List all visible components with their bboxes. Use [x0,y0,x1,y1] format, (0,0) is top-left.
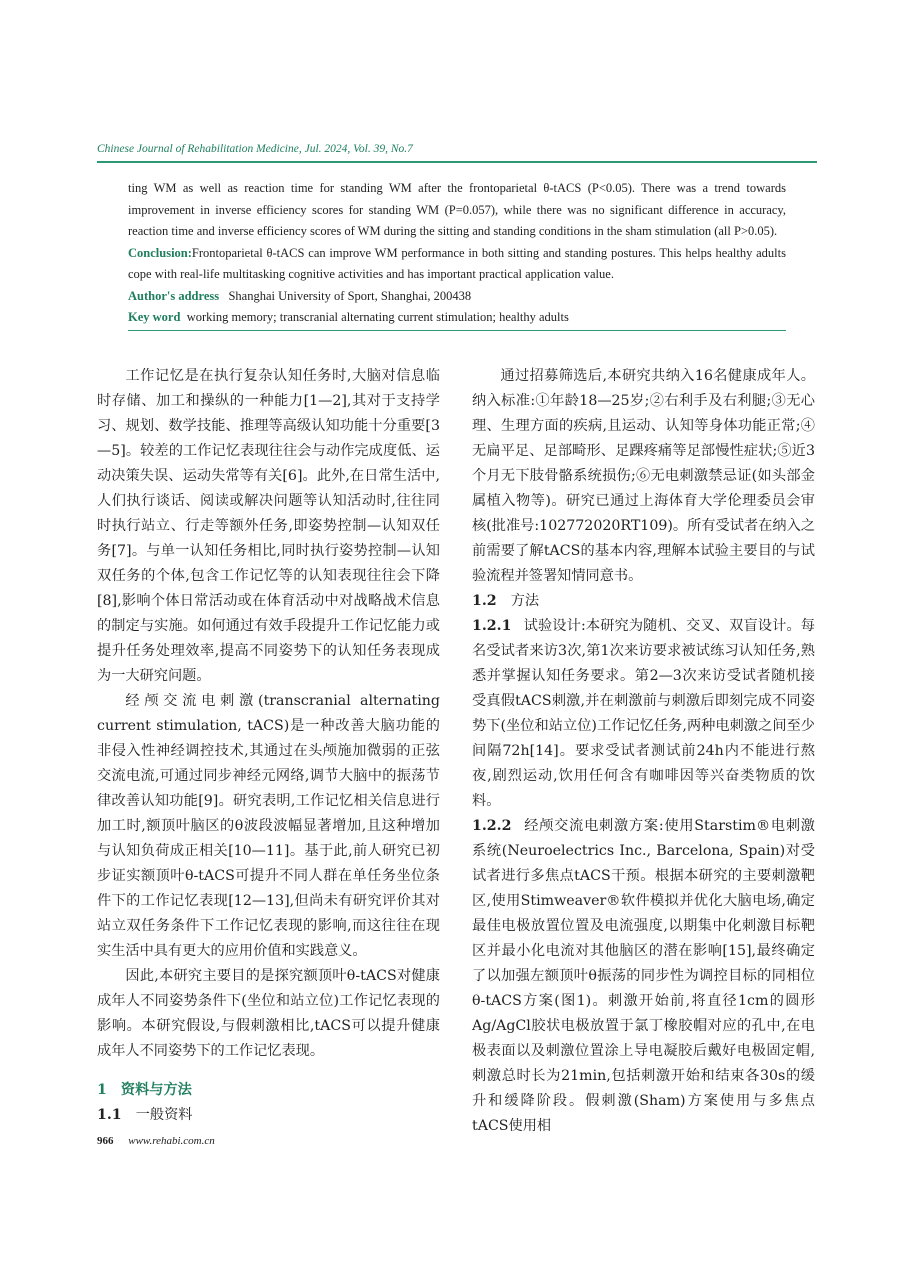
journal-issue: Jul. 2024, Vol. 39, No.7 [304,143,413,155]
section-1-2-title: 方法 [510,593,540,609]
section-1-2-2-text: 经颅交流电刺激方案:使用Starstim®电刺激系统(Neuroelectrics Inc., Barcelona, Spain)对受试者进行多焦点tACS干预。根据本研究的主要刺激靶区,使用Stimweaver®软件模拟并优化大脑电场,确定最佳电极放置位置及电流强度,以期集中化刺激目标靶区并最小化电流对其他脑区的潜在影响[15],最终确定了以加强左额顶叶θ振荡的同步性为调控目标的同相位θ-tACS方案(图1)。刺激开始前,将直径1cm的圆形Ag/AgCl胶状电极放置于氯丁橡胶帽对应的孔中,在电极表面以及刺激位置涂上导电凝胶后戴好电极固定帽,刺激总时长为21min,包括刺激开始和结束各30s的缓升和缓降阶段。假刺激(Sham)方案使用与多焦点tACS使用相 [472,818,815,1134]
page-number: 966 [97,1135,114,1147]
section-1-2-2 [472,814,815,1139]
section-1-2-number: 1.2 [472,593,497,609]
section-1-2-1 [472,614,815,814]
keyword-label: Key word [128,310,181,324]
section-1-1-number: 1.1 [97,1107,122,1123]
section-1-1-heading [97,1103,440,1128]
section-1-title: 资料与方法 [120,1082,192,1098]
header-rule [97,161,817,163]
journal-website: www.rehabi.com.cn [128,1135,215,1147]
section-1-heading [97,1078,440,1103]
section-1-2-1-number: 1.2.1 [472,618,512,634]
intro-paragraph-3: 因此,本研究主要目的是探究额顶叶θ-tACS对健康成年人不同姿势条件下(坐位和站立位)工作记忆表现的影响。本研究假设,与假刺激相比,tACS可以提升健康成年人不同姿势下的工作记忆表现。 [97,968,440,1059]
section-1-2-1-text: 试验设计:本研究为随机、交叉、双盲设计。每名受试者来访3次,第1次来访要求被试练习认知任务,熟悉并掌握认知任务要求。第2—3次来访受试者随机接受真假tACS刺激,并在刺激前与刺激后即刻完成不同姿势下(坐位和站立位)工作记忆任务,两种电刺激之间至少间隔72h[14]。要求受试者测试前24h内不能进行熬夜,剧烈运动,饮用任何含有咖啡因等兴奋类物质的饮料。 [472,618,815,809]
keyword-text: working memory; transcranial alternating current stimulation; healthy adults [186,310,569,324]
abstract-keywords [128,307,786,331]
section-1-1-title: 一般资料 [135,1107,193,1123]
intro-paragraph-1: 工作记忆是在执行复杂认知任务时,大脑对信息临时存储、加工和操纵的一种能力[1—2],其对于支持学习、规划、数学技能、推理等高级认知功能十分重要[3—5]。较差的工作记忆表现往往会与动作完成度低、运动决策失误、运动失常等有关[6]。此外,在日常生活中,人们执行谈话、阅读或解决问题等认知活动时,往往同时执行站立、行走等额外任务,即姿势控制—认知双任务[7]。与单一认知任务相比,同时执行姿势控制—认知双任务的个体,包含工作记忆等的认知表现往往会下降[8],影响个体日常活动或在体育活动中对战略战术信息的制定与实施。如何通过有效手段提升工作记忆能力或提升任务处理效率,提高不同姿势下的认知任务表现成为一大研究问题。 [97,368,440,684]
journal-name: Chinese Journal of Rehabilitation Medicine, [97,143,302,155]
conclusion-text: Frontoparietal θ-tACS can improve WM performance in both sitting and standing postures. This helps healthy adults cope with real-life multitasking cognitive activities and has important practical application value. [128,245,786,281]
section-1-2-heading [472,589,815,614]
right-column [472,364,815,1139]
section-1-2-2-number: 1.2.2 [472,818,512,834]
abstract-author [128,286,786,308]
abstract-conclusion [128,243,786,286]
section-1-number: 1 [97,1082,107,1098]
left-column [97,364,440,1128]
english-abstract [128,178,786,331]
intro-paragraph-2: 经颅交流电刺激(transcranial alternating current stimulation, tACS)是一种改善大脑功能的非侵入性神经调控技术,其通过在头颅施加微弱的正弦交流电流,可通过同步神经元网络,调节大脑中的振荡节律改善认知功能[9]。研究表明,工作记忆相关信息进行加工时,额顶叶脑区的θ波段波幅显著增加,且这种增加与认知负荷成正相关[10—11]。基于此,前人研究已初步证实额顶叶θ-tACS可提升不同人群在单任务坐位条件下的工作记忆表现[12—13],但尚未有研究评价其对站立双任务条件下工作记忆表现的影响,而这往往在现实生活中具有更大的应用价值和实践意义。 [97,693,440,959]
journal-header [97,143,817,155]
page-footer [97,1135,215,1147]
author-label: Author's address [128,288,220,303]
abstract-results: ting WM as well as reaction time for standing WM after the frontoparietal θ-tACS (P<0.05). There was a trend towards improvement in inverse efficiency scores for standing WM (P=0.057), while there was no significant difference in accuracy, reaction time and inverse efficiency scores of WM during the sitting and standing conditions in the sham stimulation (all P>0.05). [128,181,786,238]
conclusion-label: Conclusion: [128,245,192,260]
subjects-paragraph: 通过招募筛选后,本研究共纳入16名健康成年人。纳入标准:①年龄18—25岁;②右利手及右利腿;③无心理、生理方面的疾病,且运动、认知等身体功能正常;④无扁平足、足部畸形、足踝疼痛等足部慢性症状;⑤近3个月无下肢骨骼系统损伤;⑥无电刺激禁忌证(如头部金属植入物等)。研究已通过上海体育大学伦理委员会审核(批准号:102772020RT109)。所有受试者在纳入之前需要了解tACS的基本内容,理解本试验主要目的与试验流程并签署知情同意书。 [472,368,815,584]
author-text: Shanghai University of Sport, Shanghai, 200438 [228,288,472,303]
